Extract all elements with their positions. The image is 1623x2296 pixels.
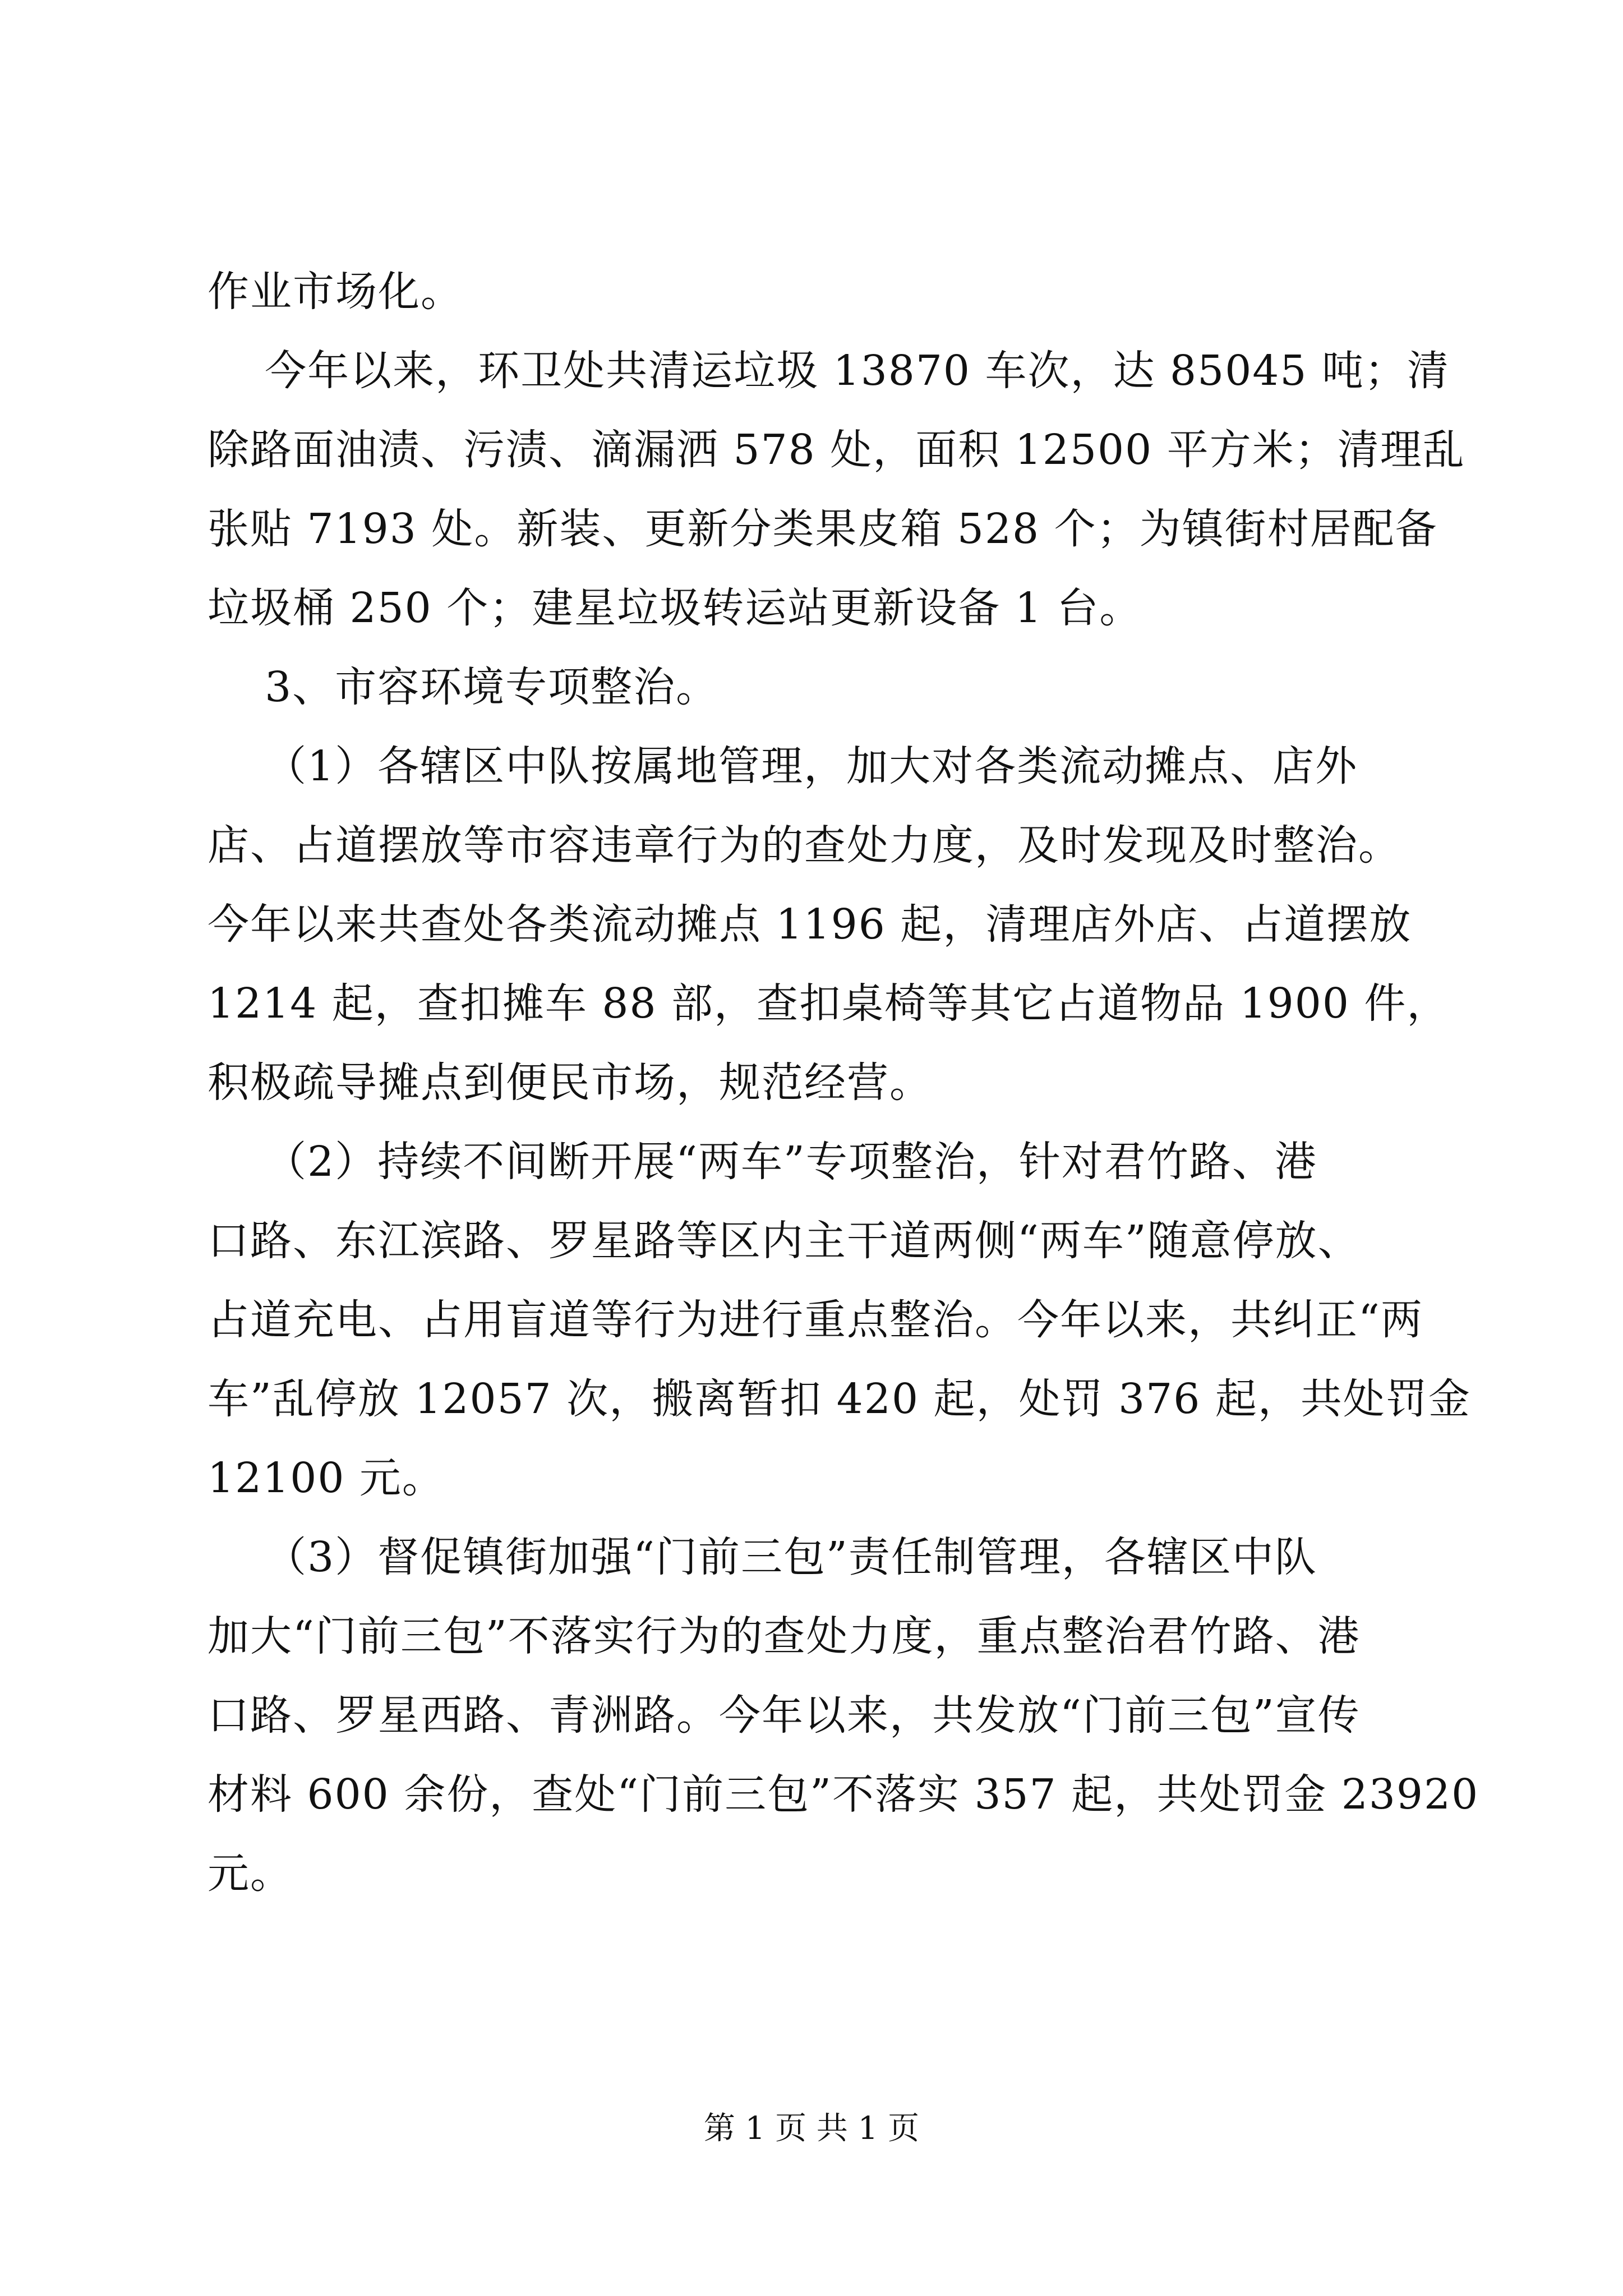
page-footer: 第 1 页 共 1 页 bbox=[703, 2110, 920, 2147]
text-line: 今年以来共查处各类流动摊点 1196 起，清理店外店、占道摆放 bbox=[208, 900, 1412, 949]
text-line: 垃圾桶 250 个；建星垃圾转运站更新设备 1 台。 bbox=[208, 584, 1142, 632]
text-line: 车”乱停放 12057 次，搬离暂扣 420 起，处罚 376 起，共处罚金 bbox=[208, 1375, 1471, 1423]
text-line: 店、占道摆放等市容违章行为的查处力度，及时发现及时整治。 bbox=[208, 821, 1401, 869]
text-line: 1214 起，查扣摊车 88 部，查扣桌椅等其它占道物品 1900 件， bbox=[208, 979, 1450, 1028]
text-line: 作业市场化。 bbox=[208, 268, 463, 316]
text-line: 除路面油渍、污渍、滴漏洒 578 处，面积 12500 平方米；清理乱 bbox=[208, 426, 1465, 474]
text-line: （1）各辖区中队按属地管理，加大对各类流动摊点、店外 bbox=[208, 742, 1358, 790]
text-line: 今年以来，环卫处共清运垃圾 13870 车次，达 85045 吨；清 bbox=[208, 347, 1450, 395]
text-line: （3）督促镇街加强“门前三包”责任制管理，各辖区中队 bbox=[208, 1533, 1317, 1581]
text-line: 12100 元。 bbox=[208, 1454, 445, 1502]
text-line: 积极疏导摊点到便民市场，规范经营。 bbox=[208, 1059, 932, 1107]
text-line: 元。 bbox=[208, 1849, 293, 1898]
text-line: 口路、东江滨路、罗星路等区内主干道两侧“两车”随意停放、 bbox=[208, 1217, 1361, 1265]
text-line: 张贴 7193 处。新装、更新分类果皮箱 528 个；为镇街村居配备 bbox=[208, 505, 1438, 553]
section-heading: 3、市容环境专项整治。 bbox=[208, 663, 719, 711]
text-line: 材料 600 余份，查处“门前三包”不落实 357 起，共处罚金 23920 bbox=[208, 1770, 1479, 1819]
text-line: 占道充电、占用盲道等行为进行重点整治。今年以来，共纠正“两 bbox=[208, 1296, 1423, 1344]
text-line: 加大“门前三包”不落实行为的查处力度，重点整治君竹路、港 bbox=[208, 1612, 1361, 1660]
text-line: （2）持续不间断开展“两车”专项整治，针对君竹路、港 bbox=[208, 1138, 1317, 1186]
text-line: 口路、罗星西路、青洲路。今年以来，共发放“门前三包”宣传 bbox=[208, 1691, 1361, 1740]
